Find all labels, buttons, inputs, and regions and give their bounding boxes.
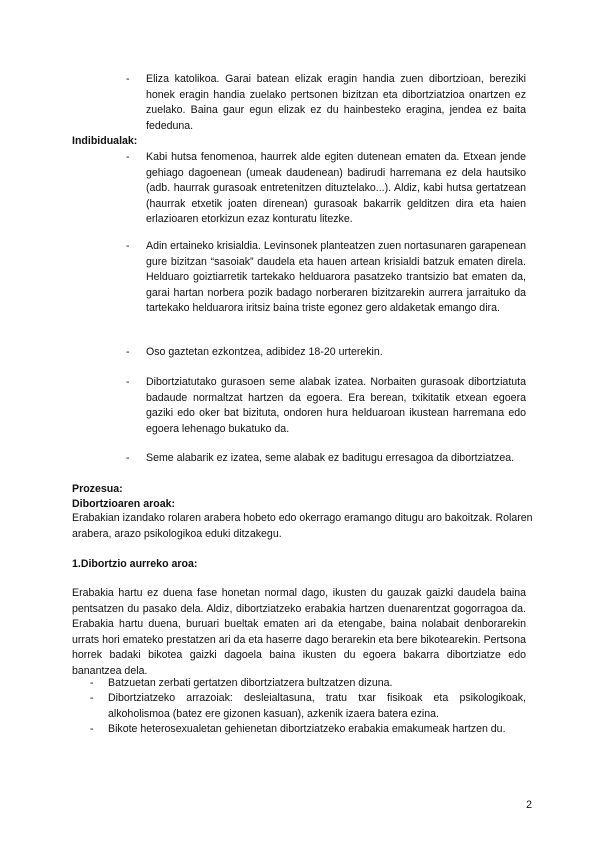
individual-heading: Indibidualak: xyxy=(72,135,138,147)
dash-bullet: - xyxy=(126,376,130,388)
section1-heading: 1.Dibortzio aurreko aroa: xyxy=(72,558,198,570)
list-item xyxy=(90,676,526,692)
dash-bullet: - xyxy=(126,73,130,85)
dash-bullet: - xyxy=(90,692,94,704)
list-item xyxy=(90,722,526,738)
dash-bullet: - xyxy=(126,240,130,252)
list-item xyxy=(126,150,526,228)
types-heading: Dibortzioaren aroak: xyxy=(72,498,176,510)
dash-bullet: - xyxy=(126,452,130,464)
types-paragraph: Erabakian izandako rolaren arabera hobeto edo okerrago eramango ditugu aro bakoitzak. Rolaren arabera, arazo psikologikoa eduki ditzakegu. xyxy=(72,512,533,540)
list-item xyxy=(126,375,526,437)
dash-bullet: - xyxy=(126,346,130,358)
list-item-text: Dibortziatutako gurasoen seme alabak izatea. Norbaiten gurasoak dibortziatuta badaude normaltzat hartzen da egoera. Era berean, txikitatik etxean egoera gaziki edo oker bat bizituta, ondoren hura helduaroan ikustean harremana edo egoera lehenago bukatuko da. xyxy=(146,376,526,435)
list-item-text: Kabi hutsa fenomenoa, haurrek alde egiten dutenean ematen da. Etxean jende gehiago dagoenean (umeak daudenean) badirudi harremana ez dela hautsiko (adb. haurrak gurasoak entretenitzen dituztelako...). Aldiz, kabi hutsa gertatzean (haurrak etxetik joaten direnean) gurasoak bakarrik gelditzen dira eta haien erlazioaren etorkizun ezaz konturatu litezke. xyxy=(146,151,526,226)
dash-bullet: - xyxy=(126,151,130,163)
list-item xyxy=(90,691,526,722)
list-item xyxy=(126,451,526,467)
list-item xyxy=(126,239,526,317)
list-item-text: Seme alabarik ez izatea, seme alabak ez baditugu erresagoa da dibortziatzea. xyxy=(146,452,515,464)
list-item-text: Adin ertaineko krisialdia. Levinsonek planteatzen zuen nortasunaren garapenean gure bizitzan “sasoiak” daudela eta hauen artean krisialdi batzuk ematen direla. Helduaro goiztiarretik tartekako helduarora pasatzeko trantsizio bat ematen da, garai hartan norbera pozik badago norberaren bizitzarekin aurrera jarraituko da tartekako helduarora iritsiz baina triste egonez gero aldaketak emango dira. xyxy=(146,240,526,315)
page-number: 2 xyxy=(526,799,532,811)
list-item-text: Bikote heterosexualetan gehienetan dibortziatzeko erabakia emakumeak hartzen du. xyxy=(108,723,506,735)
list-item-text: Dibortziatzeko arrazoiak: desleialtasuna, tratu txar fisikoak eta psikologikoak, alkoholismoa (batez ere gizonen kasuan), azkenik izaera batera ezina. xyxy=(108,692,526,720)
section1-paragraph: Erabakia hartu ez duena fase honetan normal dago, ikusten du gauzak gaizki daudela baina pentsatzen du pasako dela. Aldiz, dibortziatzeko erabakia hartzen duenarentzat gogorragoa da. Erabakia hartu duena, buruari bueltak ematen ari da etengabe, baina nolabait denborarekin urrats hori emateko prestatzen ari da eta haserre dago berarekin eta bere bikotearekin. Pertsona horrek badaki bikotea gaizki dagoela baina ikusten du egoera bakarra dibortziatze edo banantzea dela. xyxy=(72,587,526,677)
process-heading: Prozesua: xyxy=(72,483,123,495)
list-item-text: Batzuetan zerbati gertatzen dibortziatzera bultzatzen dizuna. xyxy=(108,677,393,689)
list-item xyxy=(126,72,526,134)
list-item-text: Eliza katolikoa. Garai batean elizak eragin handia zuen dibortzioan, bereziki honek eragin handia zuelako pertsonen bizitzan eta dibortziatzioa onartzen ez zuelako. Baina gaur egun elizak ez du hainbesteko eragina, jendea ez baita fededuna. xyxy=(146,73,526,132)
dash-bullet: - xyxy=(90,723,94,735)
list-item-text: Oso gaztetan ezkontzea, adibidez 18-20 urterekin. xyxy=(146,346,383,358)
dash-bullet: - xyxy=(90,677,94,689)
list-item xyxy=(126,345,526,361)
